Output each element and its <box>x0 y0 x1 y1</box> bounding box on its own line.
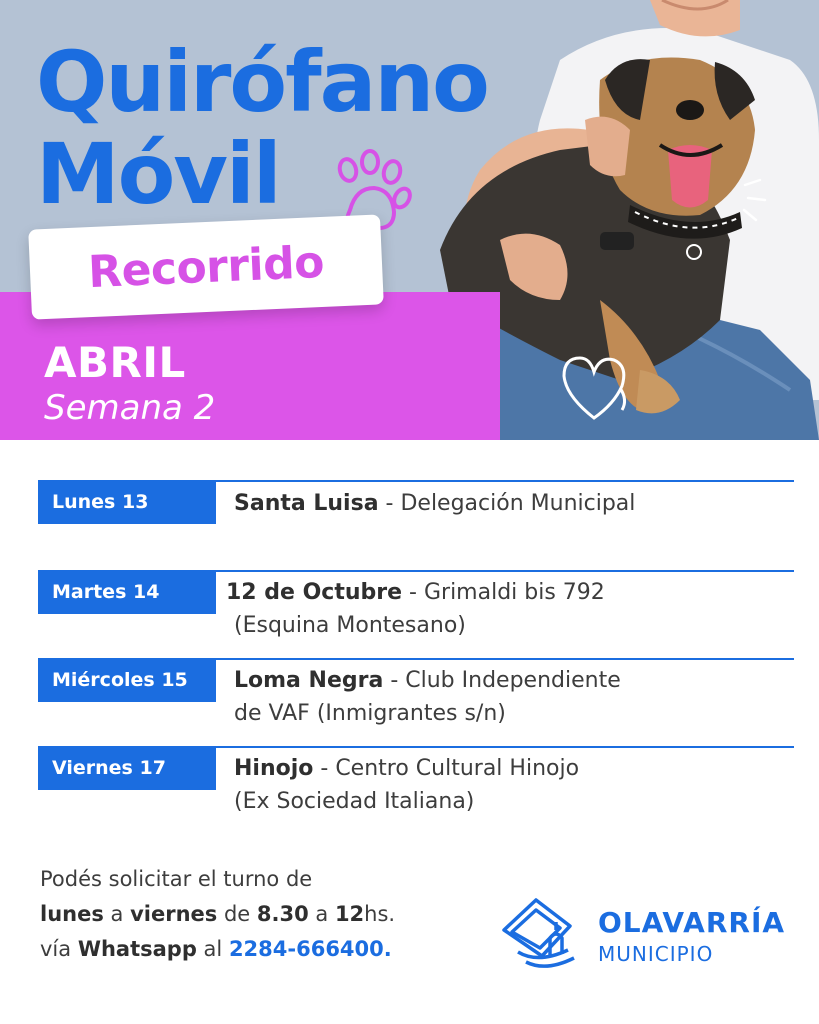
info-line-3 <box>40 932 395 967</box>
schedule-row <box>38 480 794 570</box>
connector: vía <box>40 937 78 961</box>
info-line-2 <box>40 897 395 932</box>
location-detail: - Centro Cultural Hinojo <box>313 756 580 781</box>
recorrido-tag <box>28 214 384 319</box>
day-label: Viernes 17 <box>38 746 216 790</box>
logo-subtitle: MUNICIPIO <box>598 942 714 966</box>
day-label: Martes 14 <box>38 570 216 614</box>
day-label: Lunes 13 <box>38 480 216 524</box>
location-extra: (Ex Sociedad Italiana) <box>234 789 475 814</box>
connector: a <box>308 902 335 926</box>
location-name: Santa Luisa <box>234 491 379 516</box>
location-detail: - Grimaldi bis 792 <box>402 580 605 605</box>
days-to: viernes <box>130 902 218 926</box>
contact-channel: Whatsapp <box>77 937 197 961</box>
location-text <box>226 576 605 642</box>
info-line-1: Podés solicitar el turno de <box>40 867 313 891</box>
title-line-1: Quirófano <box>36 33 488 131</box>
hour-to: 12 <box>334 902 365 926</box>
location-text <box>234 487 635 520</box>
booking-info <box>40 862 395 967</box>
olavarria-logo-icon <box>498 892 582 976</box>
schedule-row <box>38 570 794 658</box>
logo-name: OLAVARRÍA <box>598 906 786 939</box>
connector: al <box>196 937 229 961</box>
location-name: Loma Negra <box>234 668 384 693</box>
hero-banner <box>0 0 819 440</box>
location-extra: (Esquina Montesano) <box>234 613 466 638</box>
location-extra: de VAF (Inmigrantes s/n) <box>234 701 506 726</box>
recorrido-label: Recorrido <box>87 236 325 298</box>
week-label: Semana 2 <box>44 388 216 428</box>
hour-from: 8.30 <box>256 902 309 926</box>
location-detail: - Club Independiente <box>383 668 621 693</box>
hours-suffix: hs. <box>364 902 396 926</box>
location-text <box>234 752 579 818</box>
day-label: Miércoles 15 <box>38 658 216 702</box>
connector: de <box>217 902 257 926</box>
month-label: ABRIL <box>44 338 186 387</box>
schedule-row <box>38 746 794 836</box>
location-name: 12 de Octubre <box>226 580 403 605</box>
phone-number[interactable]: 2284-666400. <box>228 937 392 961</box>
schedule-row <box>38 658 794 746</box>
location-detail: - Delegación Municipal <box>378 491 636 516</box>
heart-icon <box>556 348 634 428</box>
connector: a <box>103 902 131 926</box>
location-text <box>234 664 621 730</box>
location-name: Hinojo <box>234 756 314 781</box>
title-line-2: Móvil <box>36 125 280 223</box>
olavarria-logo <box>498 892 798 976</box>
days-from: lunes <box>40 902 104 926</box>
